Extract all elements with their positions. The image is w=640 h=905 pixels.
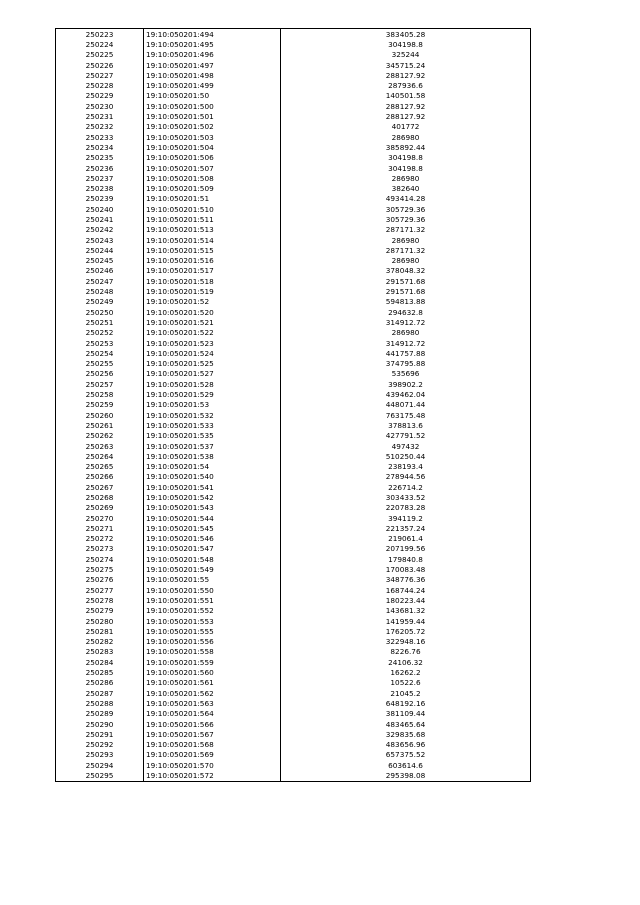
cadastral-value-cell: 314912.72	[281, 317, 531, 327]
table-row	[56, 91, 531, 101]
cadastral-value-cell: 294632.8	[281, 307, 531, 317]
cadastral-value-cell: 345715.24	[281, 60, 531, 70]
cadastral-value-cell: 278944.56	[281, 472, 531, 482]
row-number-cell: 250279	[56, 606, 144, 616]
row-number-cell: 250228	[56, 80, 144, 90]
cadastral-number-cell: 19:10:050201:546	[144, 534, 281, 544]
cadastral-value-cell: 304198.8	[281, 153, 531, 163]
row-number-cell: 250249	[56, 297, 144, 307]
cadastral-number-cell: 19:10:050201:516	[144, 256, 281, 266]
cadastral-value-cell: 8226.76	[281, 647, 531, 657]
row-number-cell: 250292	[56, 739, 144, 749]
row-number-cell: 250233	[56, 132, 144, 142]
cadastral-number-cell: 19:10:050201:497	[144, 60, 281, 70]
cadastral-number-cell: 19:10:050201:524	[144, 348, 281, 358]
table-row	[56, 534, 531, 544]
row-number-cell: 250239	[56, 194, 144, 204]
cadastral-value-table	[55, 28, 531, 782]
table-row	[56, 39, 531, 49]
table-row	[56, 760, 531, 770]
table-row	[56, 472, 531, 482]
cadastral-value-cell: 287936.6	[281, 80, 531, 90]
table-row	[56, 317, 531, 327]
cadastral-number-cell: 19:10:050201:540	[144, 472, 281, 482]
cadastral-value-cell: 21045.2	[281, 688, 531, 698]
table-row	[56, 739, 531, 749]
table-row	[56, 245, 531, 255]
table-row	[56, 111, 531, 121]
row-number-cell: 250253	[56, 338, 144, 348]
table-row	[56, 328, 531, 338]
row-number-cell: 250255	[56, 359, 144, 369]
row-number-cell: 250283	[56, 647, 144, 657]
cadastral-number-cell: 19:10:050201:510	[144, 204, 281, 214]
cadastral-value-cell: 287171.32	[281, 225, 531, 235]
row-number-cell: 250257	[56, 379, 144, 389]
cadastral-value-cell: 180223.44	[281, 595, 531, 605]
row-number-cell: 250258	[56, 389, 144, 399]
table-row	[56, 132, 531, 142]
row-number-cell: 250266	[56, 472, 144, 482]
cadastral-value-cell: 304198.8	[281, 163, 531, 173]
cadastral-value-cell: 535696	[281, 369, 531, 379]
cadastral-number-cell: 19:10:050201:495	[144, 39, 281, 49]
table-row	[56, 595, 531, 605]
table-row	[56, 420, 531, 430]
cadastral-number-cell: 19:10:050201:560	[144, 667, 281, 677]
table-row	[56, 204, 531, 214]
row-number-cell: 250288	[56, 698, 144, 708]
cadastral-number-cell: 19:10:050201:498	[144, 70, 281, 80]
table-row	[56, 441, 531, 451]
cadastral-number-cell: 19:10:050201:496	[144, 50, 281, 60]
cadastral-number-cell: 19:10:050201:513	[144, 225, 281, 235]
table-row	[56, 482, 531, 492]
row-number-cell: 250275	[56, 564, 144, 574]
cadastral-value-cell: 305729.36	[281, 204, 531, 214]
table-row	[56, 637, 531, 647]
table-row	[56, 513, 531, 523]
cadastral-value-cell: 286980	[281, 328, 531, 338]
cadastral-number-cell: 19:10:050201:562	[144, 688, 281, 698]
cadastral-number-cell: 19:10:050201:567	[144, 729, 281, 739]
table-row	[56, 709, 531, 719]
cadastral-value-cell: 314912.72	[281, 338, 531, 348]
cadastral-value-cell: 483656.96	[281, 739, 531, 749]
cadastral-value-cell: 329835.68	[281, 729, 531, 739]
cadastral-number-cell: 19:10:050201:551	[144, 595, 281, 605]
cadastral-value-cell: 141959.44	[281, 616, 531, 626]
cadastral-value-cell: 374795.88	[281, 359, 531, 369]
cadastral-value-cell: 176205.72	[281, 626, 531, 636]
row-number-cell: 250235	[56, 153, 144, 163]
row-number-cell: 250272	[56, 534, 144, 544]
cadastral-number-cell: 19:10:050201:519	[144, 286, 281, 296]
table-row	[56, 153, 531, 163]
cadastral-value-cell: 398902.2	[281, 379, 531, 389]
row-number-cell: 250227	[56, 70, 144, 80]
table-row	[56, 575, 531, 585]
table-row	[56, 194, 531, 204]
cadastral-number-cell: 19:10:050201:523	[144, 338, 281, 348]
row-number-cell: 250245	[56, 256, 144, 266]
cadastral-value-cell: 143681.32	[281, 606, 531, 616]
row-number-cell: 250232	[56, 122, 144, 132]
cadastral-number-cell: 19:10:050201:533	[144, 420, 281, 430]
cadastral-number-cell: 19:10:050201:556	[144, 637, 281, 647]
row-number-cell: 250264	[56, 451, 144, 461]
row-number-cell: 250289	[56, 709, 144, 719]
row-number-cell: 250259	[56, 400, 144, 410]
table-row	[56, 214, 531, 224]
cadastral-value-cell: 291571.68	[281, 276, 531, 286]
row-number-cell: 250271	[56, 523, 144, 533]
cadastral-number-cell: 19:10:050201:522	[144, 328, 281, 338]
cadastral-number-cell: 19:10:050201:499	[144, 80, 281, 90]
cadastral-value-cell: 220783.28	[281, 503, 531, 513]
cadastral-number-cell: 19:10:050201:518	[144, 276, 281, 286]
table-body	[56, 29, 531, 782]
cadastral-number-cell: 19:10:050201:503	[144, 132, 281, 142]
cadastral-number-cell: 19:10:050201:561	[144, 678, 281, 688]
cadastral-number-cell: 19:10:050201:507	[144, 163, 281, 173]
cadastral-number-cell: 19:10:050201:504	[144, 142, 281, 152]
table-row	[56, 564, 531, 574]
cadastral-number-cell: 19:10:050201:545	[144, 523, 281, 533]
table-row	[56, 657, 531, 667]
table-row	[56, 554, 531, 564]
cadastral-value-cell: 648192.16	[281, 698, 531, 708]
table-row	[56, 183, 531, 193]
row-number-cell: 250287	[56, 688, 144, 698]
table-row	[56, 276, 531, 286]
table-row	[56, 286, 531, 296]
cadastral-number-cell: 19:10:050201:506	[144, 153, 281, 163]
row-number-cell: 250246	[56, 266, 144, 276]
cadastral-value-cell: 24106.32	[281, 657, 531, 667]
table-row	[56, 379, 531, 389]
table-row	[56, 606, 531, 616]
cadastral-number-cell: 19:10:050201:529	[144, 389, 281, 399]
row-number-cell: 250225	[56, 50, 144, 60]
cadastral-number-cell: 19:10:050201:558	[144, 647, 281, 657]
row-number-cell: 250270	[56, 513, 144, 523]
cadastral-value-cell: 497432	[281, 441, 531, 451]
table-row	[56, 60, 531, 70]
row-number-cell: 250293	[56, 750, 144, 760]
cadastral-value-cell: 288127.92	[281, 111, 531, 121]
cadastral-value-cell: 325244	[281, 50, 531, 60]
cadastral-value-cell: 286980	[281, 173, 531, 183]
cadastral-number-cell: 19:10:050201:552	[144, 606, 281, 616]
row-number-cell: 250247	[56, 276, 144, 286]
row-number-cell: 250237	[56, 173, 144, 183]
cadastral-number-cell: 19:10:050201:547	[144, 544, 281, 554]
cadastral-value-cell: 305729.36	[281, 214, 531, 224]
cadastral-number-cell: 19:10:050201:525	[144, 359, 281, 369]
row-number-cell: 250224	[56, 39, 144, 49]
cadastral-value-cell: 441757.88	[281, 348, 531, 358]
cadastral-number-cell: 19:10:050201:570	[144, 760, 281, 770]
cadastral-value-cell: 170083.48	[281, 564, 531, 574]
cadastral-value-cell: 287171.32	[281, 245, 531, 255]
cadastral-number-cell: 19:10:050201:52	[144, 297, 281, 307]
cadastral-number-cell: 19:10:050201:527	[144, 369, 281, 379]
row-number-cell: 250229	[56, 91, 144, 101]
table-row	[56, 369, 531, 379]
cadastral-value-cell: 448071.44	[281, 400, 531, 410]
table-row	[56, 297, 531, 307]
row-number-cell: 250241	[56, 214, 144, 224]
row-number-cell: 250277	[56, 585, 144, 595]
cadastral-value-cell: 483465.64	[281, 719, 531, 729]
table-row	[56, 431, 531, 441]
row-number-cell: 250254	[56, 348, 144, 358]
cadastral-number-cell: 19:10:050201:535	[144, 431, 281, 441]
cadastral-number-cell: 19:10:050201:544	[144, 513, 281, 523]
row-number-cell: 250295	[56, 770, 144, 781]
cadastral-value-cell: 238193.4	[281, 461, 531, 471]
cadastral-number-cell: 19:10:050201:501	[144, 111, 281, 121]
table-row	[56, 770, 531, 781]
row-number-cell: 250256	[56, 369, 144, 379]
cadastral-value-cell: 291571.68	[281, 286, 531, 296]
cadastral-value-cell: 288127.92	[281, 70, 531, 80]
cadastral-value-cell: 286980	[281, 235, 531, 245]
cadastral-number-cell: 19:10:050201:572	[144, 770, 281, 781]
row-number-cell: 250276	[56, 575, 144, 585]
cadastral-number-cell: 19:10:050201:542	[144, 492, 281, 502]
table-row	[56, 750, 531, 760]
cadastral-value-cell: 348776.36	[281, 575, 531, 585]
table-row	[56, 348, 531, 358]
cadastral-value-cell: 378813.6	[281, 420, 531, 430]
row-number-cell: 250262	[56, 431, 144, 441]
cadastral-value-cell: 286980	[281, 132, 531, 142]
cadastral-number-cell: 19:10:050201:514	[144, 235, 281, 245]
row-number-cell: 250234	[56, 142, 144, 152]
cadastral-value-cell: 295398.08	[281, 770, 531, 781]
cadastral-number-cell: 19:10:050201:494	[144, 29, 281, 40]
cadastral-value-cell: 286980	[281, 256, 531, 266]
cadastral-number-cell: 19:10:050201:50	[144, 91, 281, 101]
table-row	[56, 400, 531, 410]
cadastral-value-cell: 493414.28	[281, 194, 531, 204]
row-number-cell: 250230	[56, 101, 144, 111]
cadastral-number-cell: 19:10:050201:508	[144, 173, 281, 183]
cadastral-value-cell: 221357.24	[281, 523, 531, 533]
table-row	[56, 142, 531, 152]
cadastral-number-cell: 19:10:050201:502	[144, 122, 281, 132]
row-number-cell: 250278	[56, 595, 144, 605]
table-row	[56, 410, 531, 420]
table-row	[56, 719, 531, 729]
row-number-cell: 250261	[56, 420, 144, 430]
cadastral-value-cell: 394119.2	[281, 513, 531, 523]
row-number-cell: 250294	[56, 760, 144, 770]
cadastral-number-cell: 19:10:050201:538	[144, 451, 281, 461]
row-number-cell: 250284	[56, 657, 144, 667]
row-number-cell: 250281	[56, 626, 144, 636]
cadastral-number-cell: 19:10:050201:569	[144, 750, 281, 760]
row-number-cell: 250236	[56, 163, 144, 173]
table-row	[56, 29, 531, 40]
row-number-cell: 250250	[56, 307, 144, 317]
row-number-cell: 250242	[56, 225, 144, 235]
row-number-cell: 250268	[56, 492, 144, 502]
row-number-cell: 250265	[56, 461, 144, 471]
table-row	[56, 523, 531, 533]
row-number-cell: 250263	[56, 441, 144, 451]
table-row	[56, 235, 531, 245]
table-row	[56, 225, 531, 235]
cadastral-number-cell: 19:10:050201:53	[144, 400, 281, 410]
cadastral-number-cell: 19:10:050201:548	[144, 554, 281, 564]
cadastral-value-cell: 378048.32	[281, 266, 531, 276]
cadastral-number-cell: 19:10:050201:543	[144, 503, 281, 513]
cadastral-number-cell: 19:10:050201:532	[144, 410, 281, 420]
row-number-cell: 250231	[56, 111, 144, 121]
cadastral-number-cell: 19:10:050201:559	[144, 657, 281, 667]
cadastral-number-cell: 19:10:050201:517	[144, 266, 281, 276]
row-number-cell: 250243	[56, 235, 144, 245]
table-row	[56, 616, 531, 626]
cadastral-number-cell: 19:10:050201:564	[144, 709, 281, 719]
table-row	[56, 729, 531, 739]
cadastral-value-cell: 439462.04	[281, 389, 531, 399]
row-number-cell: 250240	[56, 204, 144, 214]
cadastral-number-cell: 19:10:050201:541	[144, 482, 281, 492]
table-row	[56, 678, 531, 688]
row-number-cell: 250286	[56, 678, 144, 688]
table-row	[56, 359, 531, 369]
cadastral-number-cell: 19:10:050201:509	[144, 183, 281, 193]
cadastral-number-cell: 19:10:050201:550	[144, 585, 281, 595]
table-row	[56, 307, 531, 317]
cadastral-number-cell: 19:10:050201:500	[144, 101, 281, 111]
cadastral-number-cell: 19:10:050201:563	[144, 698, 281, 708]
table-row	[56, 626, 531, 636]
cadastral-value-cell: 603614.6	[281, 760, 531, 770]
table-row	[56, 256, 531, 266]
cadastral-value-cell: 510250.44	[281, 451, 531, 461]
cadastral-value-cell: 207199.56	[281, 544, 531, 554]
cadastral-value-cell: 322948.16	[281, 637, 531, 647]
row-number-cell: 250274	[56, 554, 144, 564]
table-row	[56, 50, 531, 60]
cadastral-number-cell: 19:10:050201:568	[144, 739, 281, 749]
table-row	[56, 667, 531, 677]
row-number-cell: 250285	[56, 667, 144, 677]
cadastral-value-cell: 383405.28	[281, 29, 531, 40]
table-row	[56, 80, 531, 90]
table-row	[56, 163, 531, 173]
cadastral-value-cell: 219061.4	[281, 534, 531, 544]
row-number-cell: 250267	[56, 482, 144, 492]
cadastral-number-cell: 19:10:050201:528	[144, 379, 281, 389]
cadastral-value-cell: 10522.6	[281, 678, 531, 688]
table-row	[56, 101, 531, 111]
table-row	[56, 451, 531, 461]
row-number-cell: 250251	[56, 317, 144, 327]
row-number-cell: 250273	[56, 544, 144, 554]
cadastral-number-cell: 19:10:050201:54	[144, 461, 281, 471]
cadastral-number-cell: 19:10:050201:555	[144, 626, 281, 636]
row-number-cell: 250260	[56, 410, 144, 420]
cadastral-number-cell: 19:10:050201:515	[144, 245, 281, 255]
row-number-cell: 250223	[56, 29, 144, 40]
table-row	[56, 173, 531, 183]
cadastral-value-cell: 427791.52	[281, 431, 531, 441]
cadastral-value-cell: 382640	[281, 183, 531, 193]
table-row	[56, 122, 531, 132]
table-row	[56, 503, 531, 513]
table-row	[56, 266, 531, 276]
table-row	[56, 70, 531, 80]
cadastral-value-cell: 288127.92	[281, 101, 531, 111]
row-number-cell: 250244	[56, 245, 144, 255]
cadastral-value-cell: 763175.48	[281, 410, 531, 420]
row-number-cell: 250290	[56, 719, 144, 729]
row-number-cell: 250248	[56, 286, 144, 296]
cadastral-value-cell: 385892.44	[281, 142, 531, 152]
cadastral-value-cell: 168744.24	[281, 585, 531, 595]
table-row	[56, 544, 531, 554]
cadastral-number-cell: 19:10:050201:51	[144, 194, 281, 204]
cadastral-value-cell: 401772	[281, 122, 531, 132]
table-row	[56, 461, 531, 471]
row-number-cell: 250280	[56, 616, 144, 626]
row-number-cell: 250291	[56, 729, 144, 739]
cadastral-value-cell: 16262.2	[281, 667, 531, 677]
cadastral-value-cell: 304198.8	[281, 39, 531, 49]
cadastral-number-cell: 19:10:050201:549	[144, 564, 281, 574]
cadastral-value-cell: 140501.58	[281, 91, 531, 101]
table-row	[56, 492, 531, 502]
row-number-cell: 250269	[56, 503, 144, 513]
cadastral-number-cell: 19:10:050201:521	[144, 317, 281, 327]
cadastral-number-cell: 19:10:050201:537	[144, 441, 281, 451]
cadastral-number-cell: 19:10:050201:55	[144, 575, 281, 585]
cadastral-value-cell: 594813.88	[281, 297, 531, 307]
cadastral-number-cell: 19:10:050201:511	[144, 214, 281, 224]
cadastral-number-cell: 19:10:050201:520	[144, 307, 281, 317]
cadastral-value-cell: 657375.52	[281, 750, 531, 760]
cadastral-number-cell: 19:10:050201:566	[144, 719, 281, 729]
cadastral-number-cell: 19:10:050201:553	[144, 616, 281, 626]
row-number-cell: 250282	[56, 637, 144, 647]
table-row	[56, 338, 531, 348]
row-number-cell: 250252	[56, 328, 144, 338]
cadastral-value-cell: 303433.52	[281, 492, 531, 502]
row-number-cell: 250226	[56, 60, 144, 70]
cadastral-value-cell: 226714.2	[281, 482, 531, 492]
row-number-cell: 250238	[56, 183, 144, 193]
table-row	[56, 698, 531, 708]
table-row	[56, 585, 531, 595]
cadastral-value-cell: 381109.44	[281, 709, 531, 719]
table-row	[56, 688, 531, 698]
table-row	[56, 389, 531, 399]
table-row	[56, 647, 531, 657]
cadastral-value-cell: 179840.8	[281, 554, 531, 564]
